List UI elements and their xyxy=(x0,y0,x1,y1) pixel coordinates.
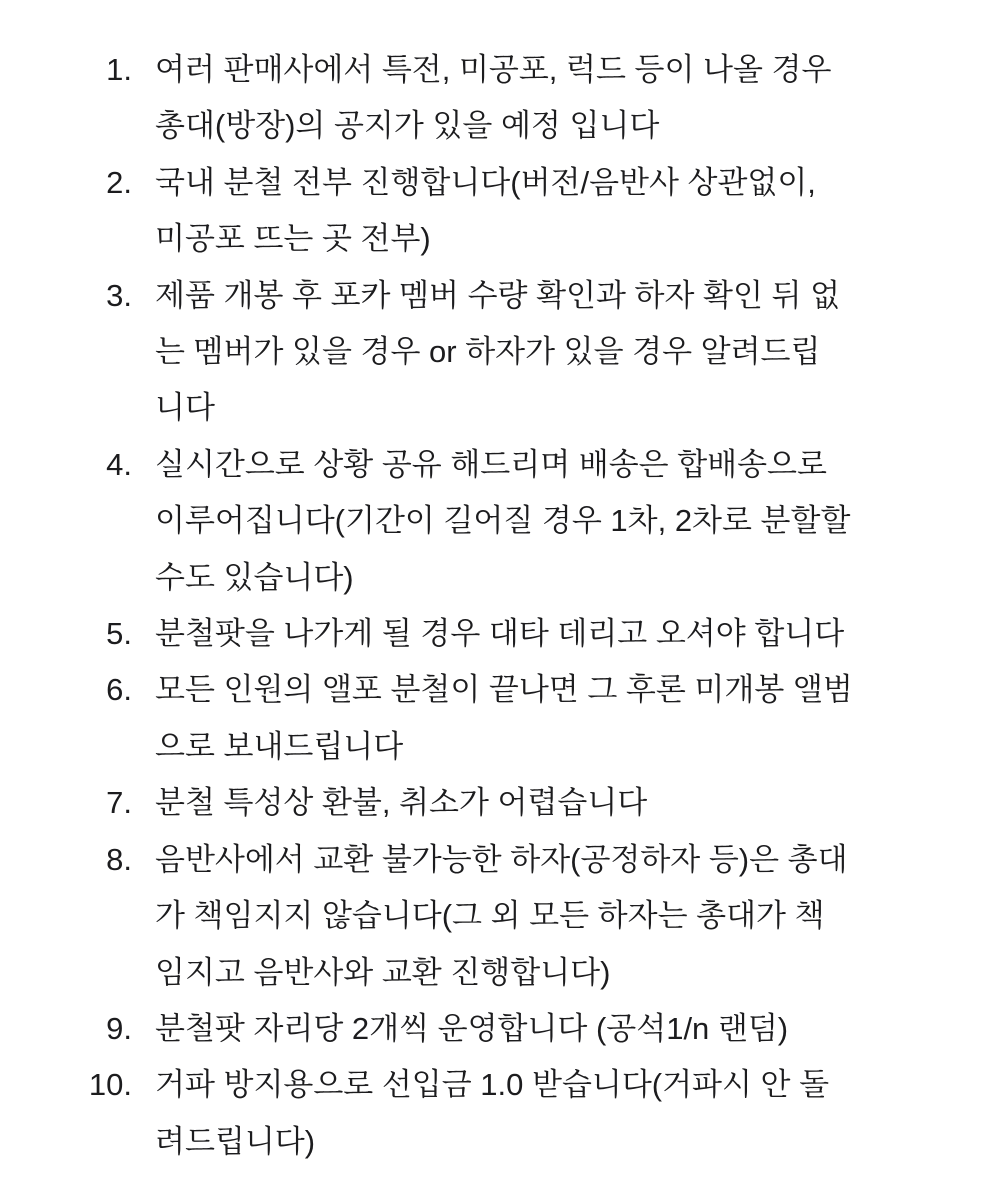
text-line: 미공포 뜨는 곳 전부) xyxy=(155,221,431,257)
text-line: 실시간으로 상황 공유 해드리며 배송은 합배송으로 xyxy=(155,446,827,482)
list-item xyxy=(0,832,1001,1001)
list-item xyxy=(0,1001,1001,1057)
list-item-text xyxy=(155,42,831,155)
list-item xyxy=(0,775,1001,831)
text-line: 분철팟 자리당 2개씩 운영합니다 (공석1/n 랜덤) xyxy=(155,1010,789,1046)
text-line: 분철팟을 나가게 될 경우 대타 데리고 오셔야 합니다 xyxy=(155,616,845,652)
list-item-text xyxy=(155,775,647,831)
text-line: 모든 인원의 앨포 분철이 끝나면 그 후론 미개봉 앨범 xyxy=(155,672,853,708)
list-item xyxy=(0,42,1001,155)
text-line: 는 멤버가 있을 경우 or 하자가 있을 경우 알려드립 xyxy=(155,334,821,370)
list-item-text xyxy=(155,832,848,1001)
text-line: 수도 있습니다) xyxy=(155,559,354,595)
text-line: 거파 방지용으로 선입금 1.0 받습니다(거파시 안 돌 xyxy=(155,1067,830,1103)
text-line: 국내 분철 전부 진행합니다(버전/음반사 상관없이, xyxy=(155,164,816,200)
text-line: 제품 개봉 후 포카 멤버 수량 확인과 하자 확인 뒤 없 xyxy=(155,277,841,313)
list-item-text xyxy=(155,437,850,606)
list-item-number: 7. xyxy=(106,785,132,821)
text-line: 이루어집니다(기간이 길어질 경우 1차, 2차로 분할할 xyxy=(155,503,851,539)
list-item-text xyxy=(155,662,853,775)
text-line: 임지고 음반사와 교환 진행합니다) xyxy=(155,954,611,990)
list-item-text xyxy=(155,268,840,437)
list-item-text xyxy=(155,155,816,268)
list-item-number: 8. xyxy=(106,841,132,877)
list-item xyxy=(0,155,1001,268)
list-item-number: 1. xyxy=(106,52,132,87)
list-item xyxy=(0,606,1001,662)
list-item-number: 4. xyxy=(106,446,132,482)
text-line: 분철 특성상 환불, 취소가 어렵습니다 xyxy=(155,785,648,821)
list-item xyxy=(0,268,1001,437)
text-line: 음반사에서 교환 불가능한 하자(공정하자 등)은 총대 xyxy=(155,841,848,877)
list-item xyxy=(0,662,1001,775)
list-item-text xyxy=(155,606,844,662)
list-item-number: 5. xyxy=(106,616,132,652)
list-item-number: 3. xyxy=(106,277,132,313)
numbered-rules-list xyxy=(0,42,1001,1170)
text-line: 가 책임지지 않습니다(그 외 모든 하자는 총대가 책 xyxy=(155,898,825,934)
text-line: 여러 판매사에서 특전, 미공포, 럭드 등이 나올 경우 xyxy=(155,52,832,87)
text-line: 으로 보내드립니다 xyxy=(155,728,404,764)
list-item-number: 10. xyxy=(88,1067,132,1103)
list-item xyxy=(0,437,1001,606)
text-line: 려드립니다) xyxy=(155,1123,316,1159)
text-line: 니다 xyxy=(155,390,215,426)
list-item-text xyxy=(155,1001,788,1057)
list-item-number: 6. xyxy=(106,672,132,708)
list-item-text xyxy=(155,1057,829,1170)
list-item xyxy=(0,1057,1001,1170)
list-item-number: 9. xyxy=(106,1010,132,1046)
list-item-number: 2. xyxy=(106,164,132,200)
text-line: 총대(방장)의 공지가 있을 예정 입니다 xyxy=(155,108,660,144)
